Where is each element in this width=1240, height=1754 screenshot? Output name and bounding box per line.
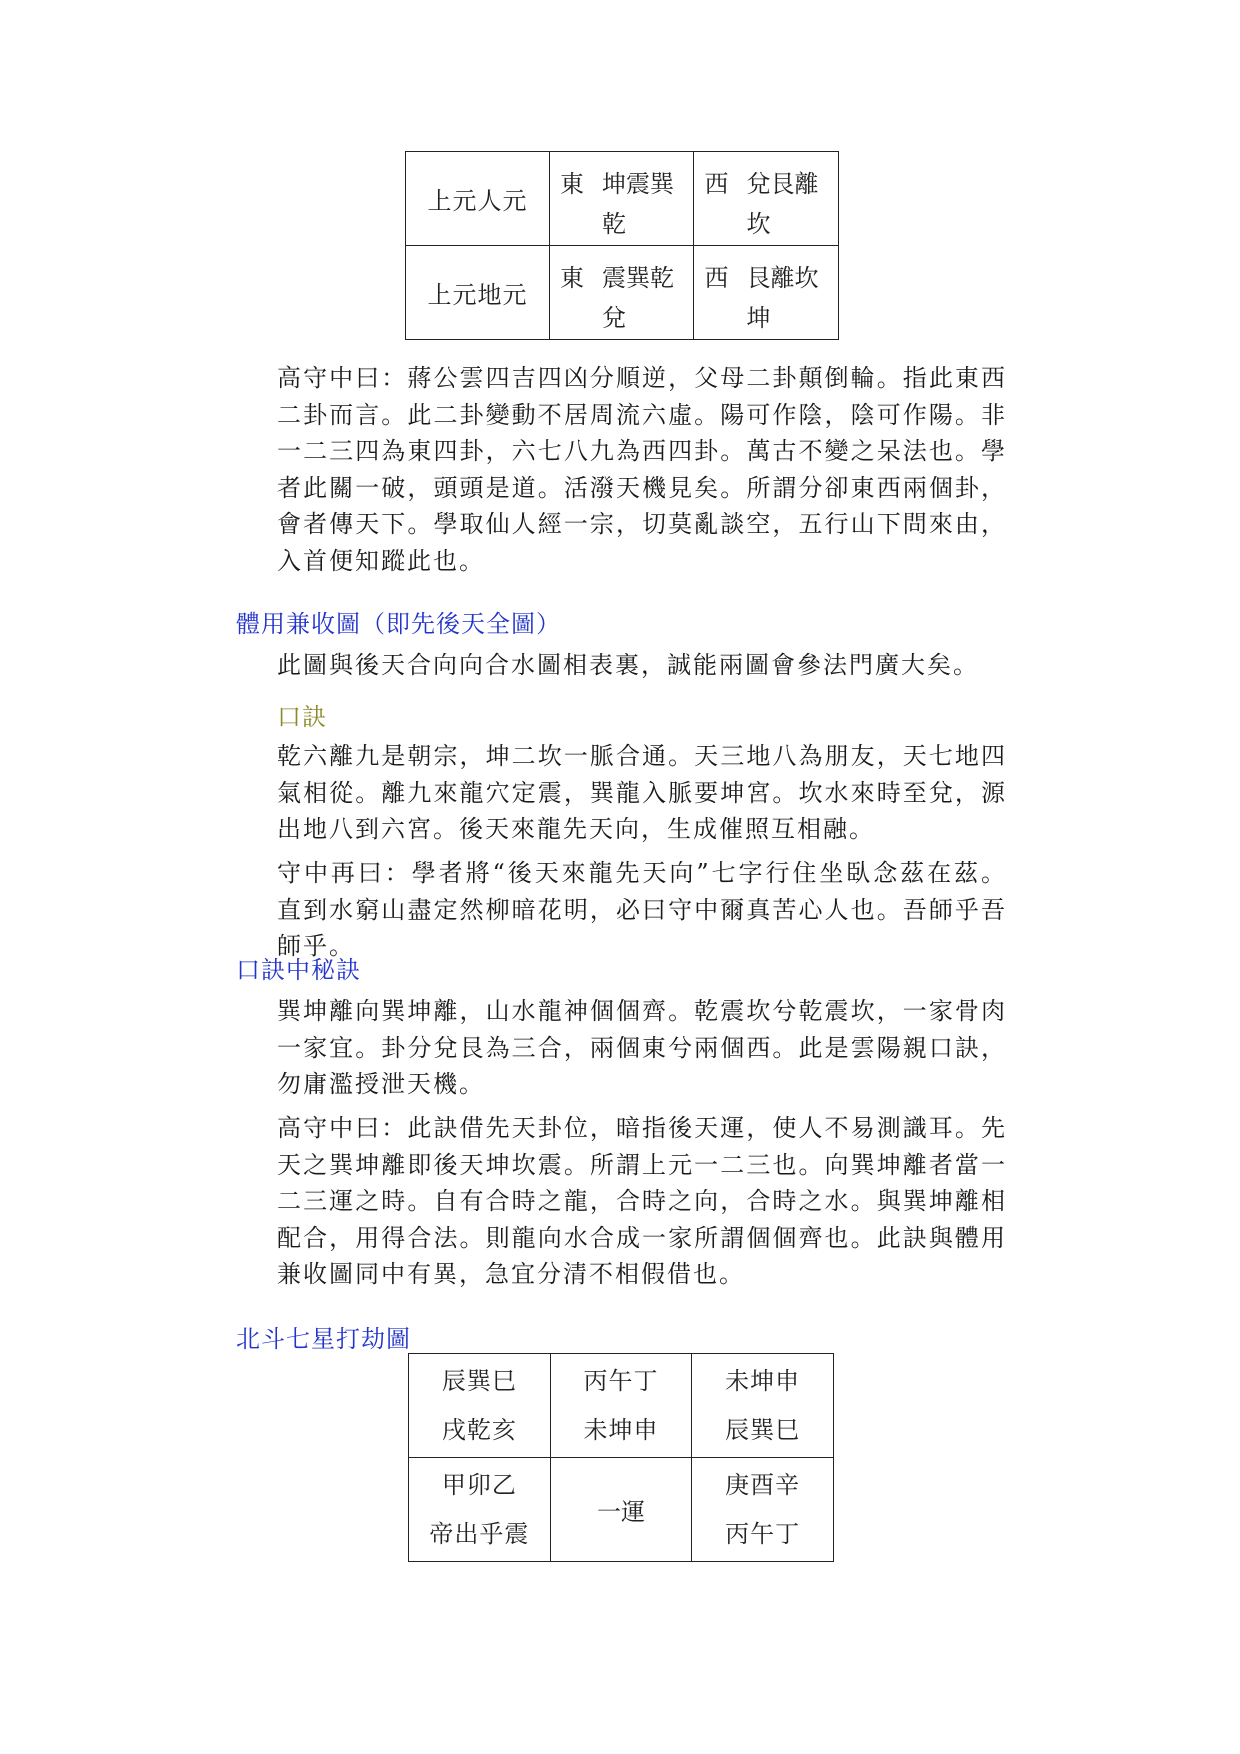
cell-line: 丙午丁 <box>725 1519 801 1548</box>
cell-line: 辰巽巳 <box>441 1366 517 1395</box>
west-cell <box>694 152 839 246</box>
grid-cell <box>409 1458 551 1562</box>
cell-line: 未坤申 <box>583 1415 659 1444</box>
direction-label: 東 <box>560 170 584 198</box>
row-label: 上元地元 <box>406 246 550 340</box>
table-row <box>406 152 839 246</box>
commentary-paragraph: 高守中曰：蔣公雲四吉四凶分順逆，父母二卦顛倒輪。指此東西二卦而言。此二卦變動不居周流六虛。陽可作陰，陰可作陽。非一二三四為東四卦，六七八九為西四卦。萬古不變之呆法也。學者此關一破，頭頭是道。活潑天機見矣。所謂分卻東西兩個卦，會者傳天下。學取仙人經一宗，切莫亂談空，五行山下問來由，入首便知蹤此也。 <box>277 364 1007 575</box>
row-label: 上元人元 <box>406 152 550 246</box>
gua-list: 艮離坎坤 <box>746 264 819 332</box>
cell-line: 辰巽巳 <box>725 1415 801 1444</box>
east-cell <box>550 246 694 340</box>
cell-line: 甲卯乙 <box>441 1470 517 1499</box>
direction-label: 西 <box>704 170 729 198</box>
table-row <box>406 246 839 340</box>
gua-list: 兌艮離坎 <box>746 170 819 238</box>
grid-cell-center: 一運 <box>550 1458 692 1562</box>
direction-label: 西 <box>704 264 729 292</box>
cell-line: 丙午丁 <box>583 1366 659 1395</box>
cell-line: 庚酉辛 <box>725 1470 801 1499</box>
intro-paragraph: 此圖與後天合向向合水圖相表裏，誠能兩圖會參法門廣大矣。 <box>277 651 979 679</box>
east-cell <box>550 152 694 246</box>
section-heading: 北斗七星打劫圖 <box>236 1325 411 1353</box>
gua-list: 坤震巽乾 <box>602 170 674 238</box>
direction-label: 東 <box>560 264 584 292</box>
subsection-heading: 口訣 <box>277 703 327 731</box>
table-row <box>409 1354 834 1458</box>
grid-cell <box>409 1354 551 1458</box>
commentary-paragraph: 高守中曰：此訣借先天卦位，暗指後天運，使人不易測識耳。先天之巽坤離即後天坤坎震。所謂上元一二三也。向巽坤離者當一二三運之時。自有合時之龍，合時之向，合時之水。與巽坤離相配合，用得合法。則龍向水合成一家所謂個個齊也。此訣與體用兼收圖同中有異，急宜分清不相假借也。 <box>277 1114 1007 1288</box>
verse-paragraph: 乾六離九是朝宗，坤二坎一脈合通。天三地八為朋友，天七地四氣相從。離九來龍穴定震，巽龍入脈要坤宮。坎水來時至兌，源出地八到六宮。後天來龍先天向，生成催照互相融。 <box>277 742 1007 843</box>
west-cell <box>694 246 839 340</box>
section-heading: 體用兼收圖（即先後天全圖） <box>236 610 561 638</box>
cell-line: 帝出乎震 <box>429 1519 530 1548</box>
commentary-paragraph: 守中再曰：學者將“後天來龍先天向”七字行住坐臥念茲在茲。直到水窮山盡定然柳暗花明，必曰守中爾真苦心人也。吾師乎吾師乎。 <box>277 859 1007 960</box>
grid-cell <box>692 1354 834 1458</box>
grid-cell <box>692 1458 834 1562</box>
section-heading: 口訣中秘訣 <box>236 956 361 984</box>
yuan-table <box>405 151 839 340</box>
cell-line: 戌乾亥 <box>441 1415 517 1444</box>
big-dipper-table <box>408 1353 834 1562</box>
table-row <box>409 1458 834 1562</box>
gua-list: 震巽乾兌 <box>602 264 674 332</box>
verse-paragraph: 巽坤離向巽坤離，山水龍神個個齊。乾震坎兮乾震坎，一家骨肉一家宜。卦分兌艮為三合，兩個東兮兩個西。此是雲陽親口訣，勿庸濫授泄天機。 <box>277 997 1007 1098</box>
cell-line: 未坤申 <box>725 1366 801 1395</box>
grid-cell <box>550 1354 692 1458</box>
